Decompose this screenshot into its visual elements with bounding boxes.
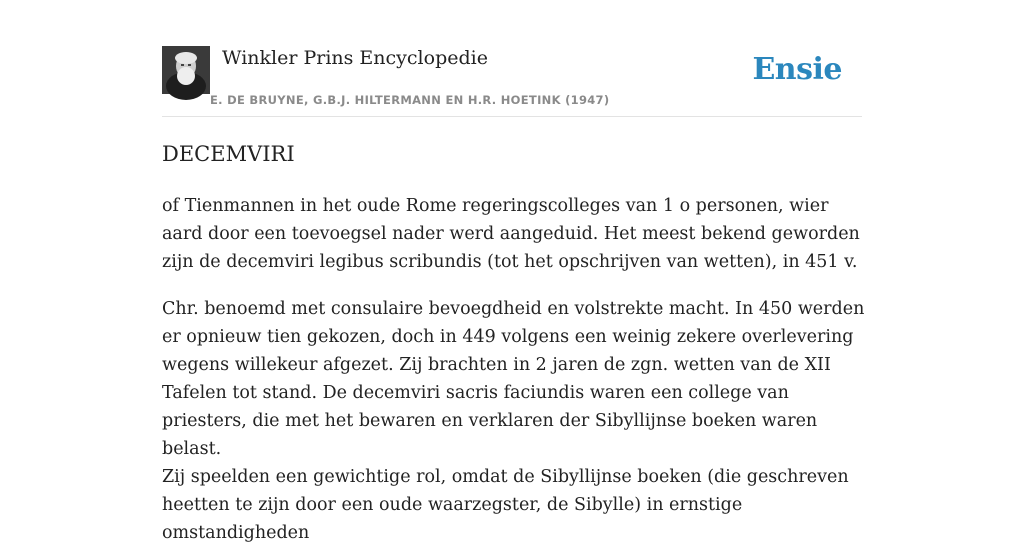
entry-title: DECEMVIRI [162, 142, 295, 166]
brand-logo[interactable]: Ensie [752, 52, 842, 87]
portrait-photo-icon [162, 46, 210, 94]
entry-paragraph: Chr. benoemd met consulaire bevoegdheid en volstrekte macht. In 450 werden er opnieuw tien gekozen, doch in 449 volgens een weinig zekere overlevering wegens willekeur afgezet. Zij brachten in 2 jaren de zgn. wetten van de XII Tafelen tot stand. De decemviri sacris faciundis waren een college van priesters, die met het bewaren en verklaren der Sibyllijnse boeken waren belast. [162, 299, 865, 459]
entry-paragraph: Zij speelden een gewichtige rol, omdat de Sibyllijnse boeken (die geschreven heetten te zijn door een oude waarzegster, de Sibylle) in ernstige omstandigheden [162, 467, 849, 543]
entry-paragraph: of Tienmannen in het oude Rome regeringscolleges van 1 o personen, wier aard door een toevoegsel nader werd aangeduid. Het meest bekend geworden zijn de decemviri legibus scribundis (tot het opschrijven van wetten), in 451 v. [162, 196, 860, 272]
avatar[interactable] [162, 46, 210, 94]
header [162, 46, 862, 117]
publication-title[interactable]: Winkler Prins Encyclopedie [222, 47, 488, 69]
authors-line: E. DE BRUYNE, G.B.J. HILTERMANN EN H.R. HOETINK (1947) [210, 93, 610, 107]
